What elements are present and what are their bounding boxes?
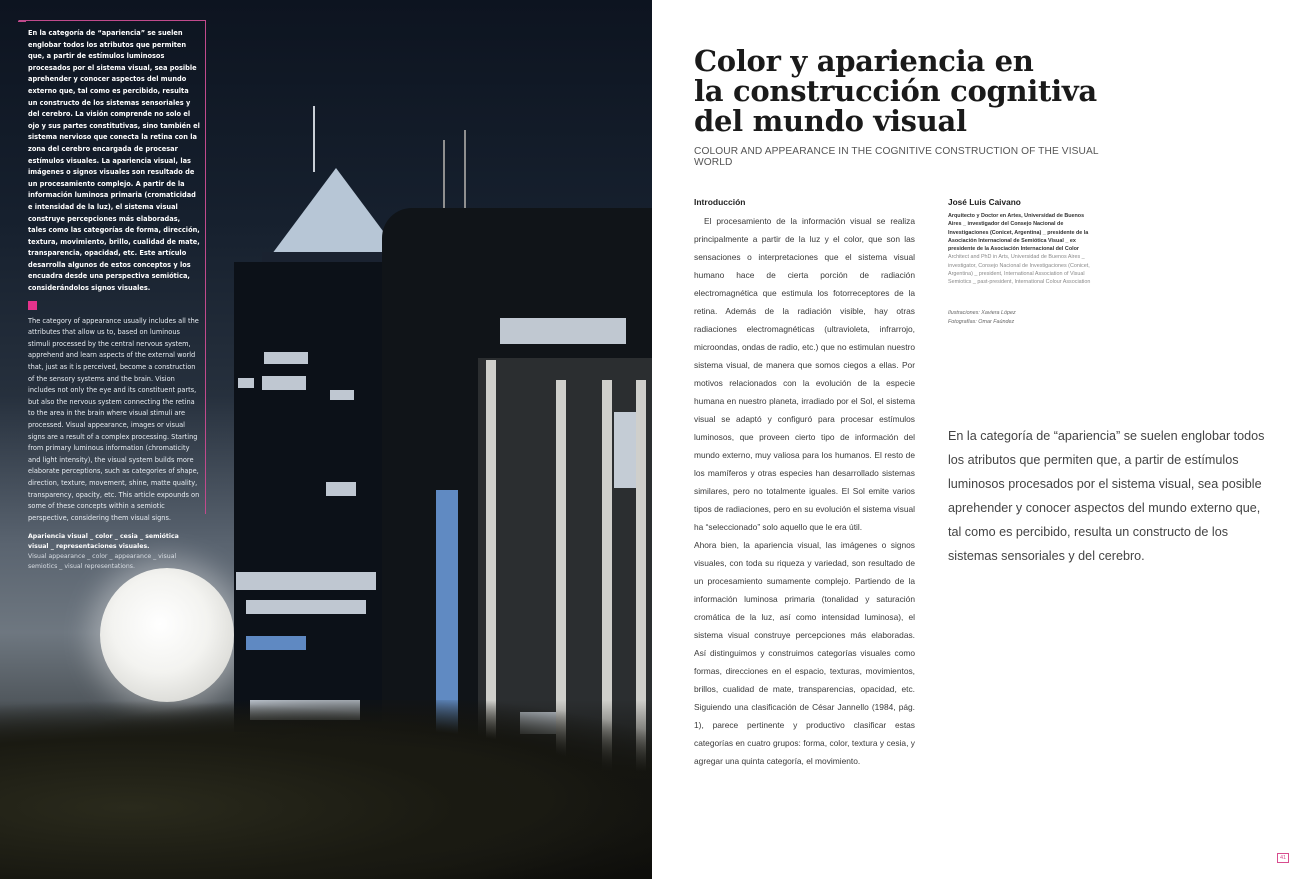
abstract-block <box>28 28 200 572</box>
credits <box>948 309 1096 327</box>
title-line: del mundo visual <box>694 104 967 138</box>
lit-window <box>236 572 376 590</box>
antenna <box>443 140 445 212</box>
body-column <box>694 197 915 770</box>
author-bio-spanish: Arquitecto y Doctor en Artes, Universidad de Buenos Aires _ investigador del Consejo Nacional de Investigaciones (Conicet, Argentina) _ presidente de la Asociación Internacional de Semiótica Visual _ ex presidente de la Asociación Internacional del Color <box>948 213 1089 253</box>
pull-quote: En la categoría de “apariencia” se suelen englobar todos los atributos que permiten que, a partir de estímulos luminosos procesados por el sistema visual, sea posible aprehender y conocer aspectos del mundo externo que, tal como es percibido, resulta un constructo de los sistemas sensoriales y del cerebro. <box>948 429 1265 563</box>
keywords-english: Visual appearance _ color _ appearance _ visual semiotics _ visual representations. <box>28 553 177 571</box>
abstract-spanish: En la categoría de “apariencia” se suelen englobar todos los atributos que permiten que, a partir de estímulos luminosos procesados por el sistema visual, sea posible aprehender y conocer aspectos del mundo externo que, tal como es percibido, resulta un constructo de los sistemas sensoriales y del cerebro. La visión comprende no solo el ojo y sus partes constitutivas, sino también el sistema nervioso que conecta la retina con la zona del cerebro encargada de procesar estímulos visuales. La apariencia visual, las imágenes o signos visuales son resultado de un procesamiento complejo. A partir de la información luminosa primaria (cromaticidad e intensidad de la luz), el sistema visual construye percepciones más elaboradas, tales como las categorías de forma, dirección, textura, movimiento, brillo, cualidad de mate, transparencia, opacidad, etc. Este artículo desarrolla algunos de estos conceptos y los encuadra desde una perspectiva semiótica, considerándolos signos visuales. <box>28 29 200 293</box>
lit-window <box>264 352 308 364</box>
page-number: 41 <box>1277 853 1289 863</box>
lit-window <box>246 600 366 614</box>
tree-canopy <box>0 700 652 879</box>
lit-window <box>330 390 354 400</box>
lit-window <box>262 376 306 390</box>
keywords-spanish: Apariencia visual _ color _ cesia _ semiótica visual _ representaciones visuales. <box>28 533 179 551</box>
article-subtitle: COLOUR AND APPEARANCE IN THE COGNITIVE CONSTRUCTION OF THE VISUAL WORLD <box>694 146 1099 168</box>
lit-window <box>246 636 306 650</box>
illustration-credit: Ilustraciones: Xaviera López <box>948 309 1016 316</box>
photo-credit: Fotografías: Omar Faúndez <box>948 318 1015 325</box>
author-bio-english: Architect and PhD in Arts, Universidad de Buenos Aires _ investigator, Consejo Nacional de Investigaciones (Conicet, Argentina) _ president, International Association of Visual Semiotics _ past-president, International Colour Association <box>948 254 1091 286</box>
tower-spire <box>313 106 315 172</box>
body-paragraph: Ahora bien, la apariencia visual, las imágenes o signos visuales, con toda su riqueza y variedad, son resultado de un procesamiento sumamente complejo. Partiendo de la información luminosa primaria (tonalidad y saturación cromática de la luz, así como intensidad luminosa), el sistema visual construye percepciones más elaboradas. Así distinguimos y construimos categorías visuales como formas, direcciones en el espacio, texturas, movimientos, brillos, cualidad de mate, transparencias, opacidad, etc. Siguiendo una clasificación de César Jannello (1984, pág. 1), parece pertinente y productivo clasificar estas categorías en cuatro grupos: forma, color, textura y cesia, y agregar una quinta categoría, el movimiento. <box>694 540 915 766</box>
section-heading: Introducción <box>694 197 746 207</box>
author-block <box>948 197 1096 327</box>
lit-window <box>326 482 356 496</box>
lit-window <box>500 318 626 344</box>
antenna <box>464 130 466 210</box>
title-line: Color y apariencia en <box>694 44 1034 78</box>
article-page <box>652 0 1304 879</box>
separator-square <box>28 301 37 310</box>
title-line: la construcción cognitiva <box>694 74 1097 108</box>
article-title <box>694 46 1134 136</box>
abstract-english: The category of appearance usually includes all the attributes that allow us to, based on luminous stimuli processed by the central nervous system, apprehend and learn aspects of the external world that, just as it is perceived, become a construction of the sensory systems and the brain. Vision includes not only the eye and its constituent parts, but also the nervous system connecting the retina to the area in the brain where visual stimuli are processed. Visual appearance, images or visual signs are a result of a complex processing. Starting from primary luminous information (chromaticity and light intensity), the visual system builds more elaborate perceptions, such as categories of shape, direction, texture, movement, shine, matte quality, transparency, opacity, etc. This article expounds on some of these concepts within a semiotic perspective, considering them visual signs. <box>28 316 200 522</box>
lit-window <box>238 378 254 388</box>
body-paragraph: El procesamiento de la información visual se realiza principalmente a partir de la luz y el color, que son las sensaciones o interpretaciones que el sistema visual humano hace de cierta porción de radiación electromagnética que estimula los fotorreceptores de la retina. Además de la radiación visible, hay otras radiaciones electromagnéticas (ultravioleta, infrarrojo, microondas, ondas de radio, etc.) que no estimulan nuestro sistema visual, de manera que somos ciegos a ellas. Por motivos relacionados con la evolución de la especie humana en nuestro planeta, irradiado por el Sol, el sistema visual se adaptó y configuró para procesar estímulos luminosos, que proveen cierto tipo de información del mundo externo, muy valiosa para los humanos. El resto de los mamíferos y otras especies han desarrollado sistemas similares, pero no totalmente iguales. El Sol emite varios tipos de radiaciones, pero en su evolución el sistema visual ha “seleccionado” solo aquello que le era útil. <box>694 216 915 532</box>
author-name: José Luis Caivano <box>948 197 1021 207</box>
full-moon <box>100 568 234 702</box>
office-tower-left <box>234 262 384 732</box>
keywords <box>28 532 200 572</box>
